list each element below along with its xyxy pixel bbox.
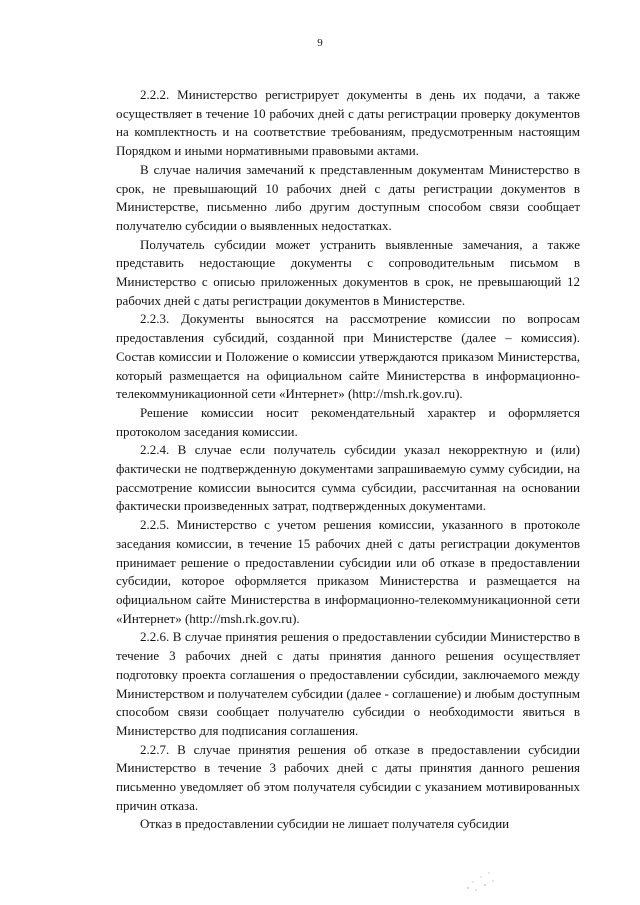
scan-artifact-dots <box>462 868 502 894</box>
paragraph-2-2-5: 2.2.5. Министерство с учетом решения комиссии, указанного в протоколе заседания комиссии, в течение 15 рабочих дней с даты регистрации документов принимает решение о предоставлении субсидии или об отказе в предоставлении субсидии, которое оформляется приказом Министерства и размещается на официальном сайте Министерства в информационно-телекоммуникационной сети «Интернет» (http://msh.rk.gov.ru). <box>116 517 580 626</box>
paragraph-2-2-3: 2.2.3. Документы выносятся на рассмотрение комиссии по вопросам предоставления субсидий, созданной при Министерстве (далее – комиссия). Состав комиссии и Положение о комиссии утверждаются приказом Министерства, который размещается на официальном сайте Министерства в информационно-телекоммуникационной сети «Интернет» (http://msh.rk.gov.ru). <box>116 311 580 402</box>
paragraph-2-2-6: 2.2.6. В случае принятия решения о предоставлении субсидии Министерство в течение 3 рабочих дней с даты принятия данного решения осуществляет подготовку проекта соглашения о предоставлении субсидии, заключаемого между Министерством и получателем субсидии (далее - соглашение) и любым доступным способом связи сообщает получателю субсидии о необходимости явиться в Министерство для подписания соглашения. <box>116 629 580 738</box>
paragraph-commission-decision: Решение комиссии носит рекомендательный характер и оформляется протоколом заседания комиссии. <box>116 404 580 439</box>
paragraph-2-2-7: 2.2.7. В случае принятия решения об отказе в предоставлении субсидии Министерство в течение 3 рабочих дней с даты принятия данного решения письменно уведомляет об этом получателя субсидии с указанием мотивированных причин отказа. <box>116 741 580 813</box>
paragraph-2-2-2: 2.2.2. Министерство регистрирует документы в день их подачи, а также осуществляет в течение 10 рабочих дней с даты регистрации проверку документов на комплектность и на соответствие требованиям, предусмотренным настоящим Порядком и иными нормативными правовыми актами. <box>116 87 580 159</box>
document-body <box>116 86 580 834</box>
page-number: 9 <box>317 37 323 49</box>
paragraph-refusal-continued: Отказ в предоставлении субсидии не лишает получателя субсидии <box>140 816 510 832</box>
paragraph-remarks-notice: В случае наличия замечаний к представленным документам Министерство в срок, не превышающий 10 рабочих дней с даты регистрации документов в Министерстве, письменно либо другим доступным способом связи сообщает получателю субсидии о выявленных недостатках. <box>116 161 580 233</box>
paragraph-2-2-4: 2.2.4. В случае если получатель субсидии указал некорректную и (или) фактически не подтвержденную документами запрашиваемую сумму субсидии, на рассмотрение комиссии выносится сумма субсидии, рассчитанная на основании фактически произведенных затрат, подтвержденных документами. <box>116 442 580 514</box>
paragraph-remarks-correction: Получатель субсидии может устранить выявленные замечания, а также представить недостающие документы с сопроводительным письмом в Министерство с описью приложенных документов в срок, не превышающий 12 рабочих дней с даты регистрации документов в Министерстве. <box>116 236 580 308</box>
